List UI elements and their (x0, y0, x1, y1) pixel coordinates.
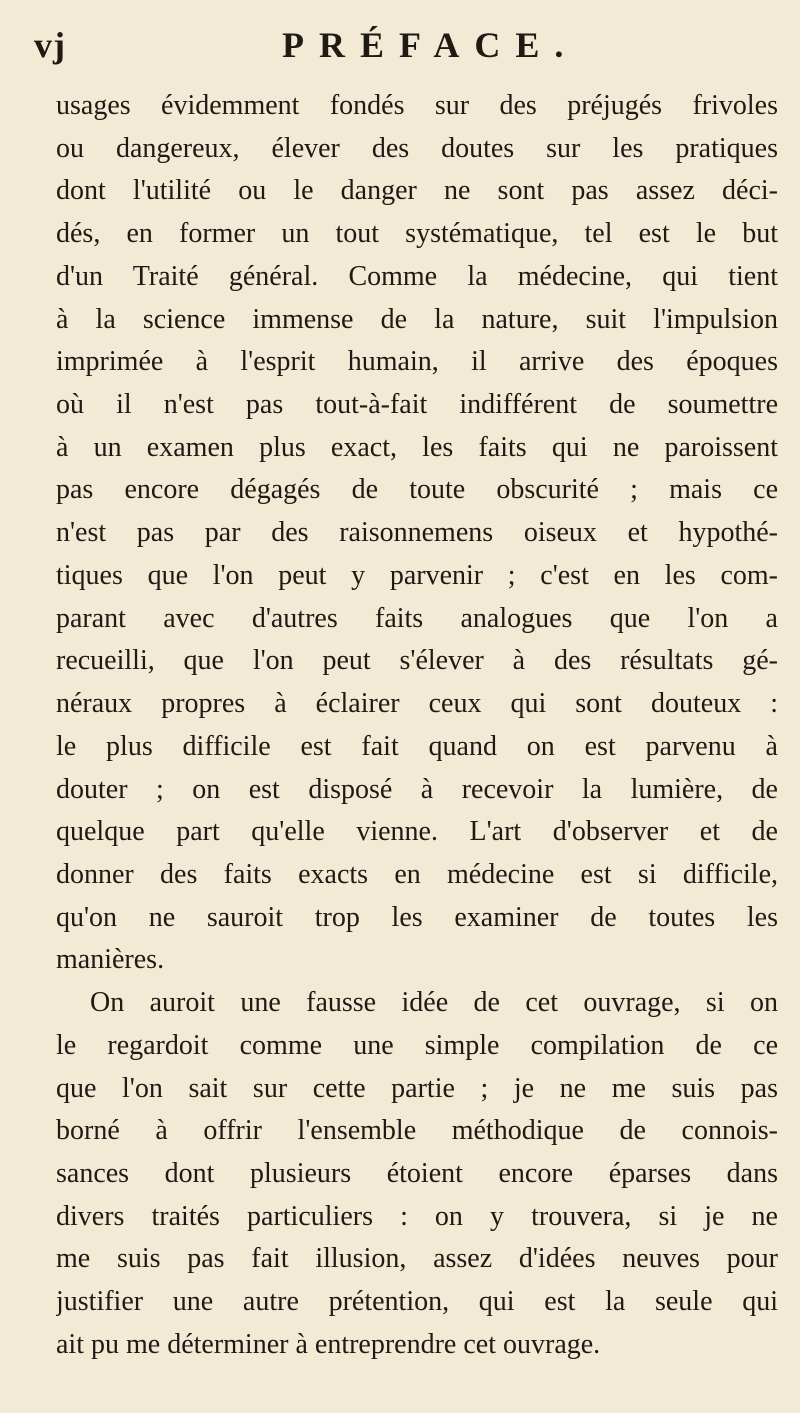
text-line: le regardoit comme une simple compilation de ce (56, 1029, 778, 1061)
text-line: dés, en former un tout systématique, tel est le but (56, 218, 778, 250)
text-line: usages évidemment fondés sur des préjugés frivoles (56, 90, 778, 121)
text-line: ait pu me déterminer à entreprendre cet ouvrage. (56, 1328, 601, 1360)
text-line: parant avec d'autres faits analogues que l'on a (56, 602, 778, 634)
page-header (34, 16, 734, 80)
text-line: recueilli, que l'on peut s'élever à des résultats gé- (56, 645, 778, 677)
text-line: ou dangereux, élever des doutes sur les pratiques (56, 132, 778, 164)
text-line: divers traités particuliers : on y trouvera, si je ne (56, 1200, 778, 1232)
text-line: tiques que l'on peut y parvenir ; c'est en les com- (56, 559, 778, 591)
text-line: néraux propres à éclairer ceux qui sont douteux : (56, 688, 778, 720)
text-line: pas encore dégagés de toute obscurité ; mais ce (56, 474, 778, 506)
text-line: douter ; on est disposé à recevoir la lumière, de (56, 773, 778, 805)
text-line: n'est pas par des raisonnemens oiseux et hypothé- (56, 517, 778, 549)
text-line: dont l'utilité ou le danger ne sont pas assez déci- (56, 175, 778, 207)
text-line: On auroit une fausse idée de cet ouvrage, si on (90, 987, 778, 1019)
text-line: me suis pas fait illusion, assez d'idées neuves pour (56, 1243, 778, 1275)
text-line: justifier une autre prétention, qui est la seule qui (56, 1286, 778, 1318)
text-line: donner des faits exacts en médecine est si difficile, (56, 858, 778, 890)
text-line: imprimée à l'esprit humain, il arrive des époques (56, 346, 778, 378)
text-line: sances dont plusieurs étoient encore éparses dans (56, 1157, 778, 1189)
main-text (56, 85, 778, 1367)
text-line: d'un Traité général. Comme la médecine, qui tient (56, 260, 778, 292)
text-line: qu'on ne sauroit trop les examiner de toutes les (56, 901, 778, 933)
running-title: PRÉFACE. (282, 25, 579, 65)
text-line: manières. (56, 944, 165, 976)
text-line: que l'on sait sur cette partie ; je ne me suis pas (56, 1072, 778, 1104)
text-line: à un examen plus exact, les faits qui ne paroissent (56, 431, 778, 463)
text-line: à la science immense de la nature, suit l'impulsion (56, 303, 778, 335)
text-line: borné à offrir l'ensemble méthodique de connois- (56, 1115, 778, 1147)
text-line: où il n'est pas tout-à-fait indifférent de soumettre (56, 389, 778, 421)
text-line: quelque part qu'elle vienne. L'art d'observer et de (56, 816, 778, 848)
page-number: vj (34, 25, 66, 65)
text-line: le plus difficile est fait quand on est parvenu à (56, 730, 778, 762)
